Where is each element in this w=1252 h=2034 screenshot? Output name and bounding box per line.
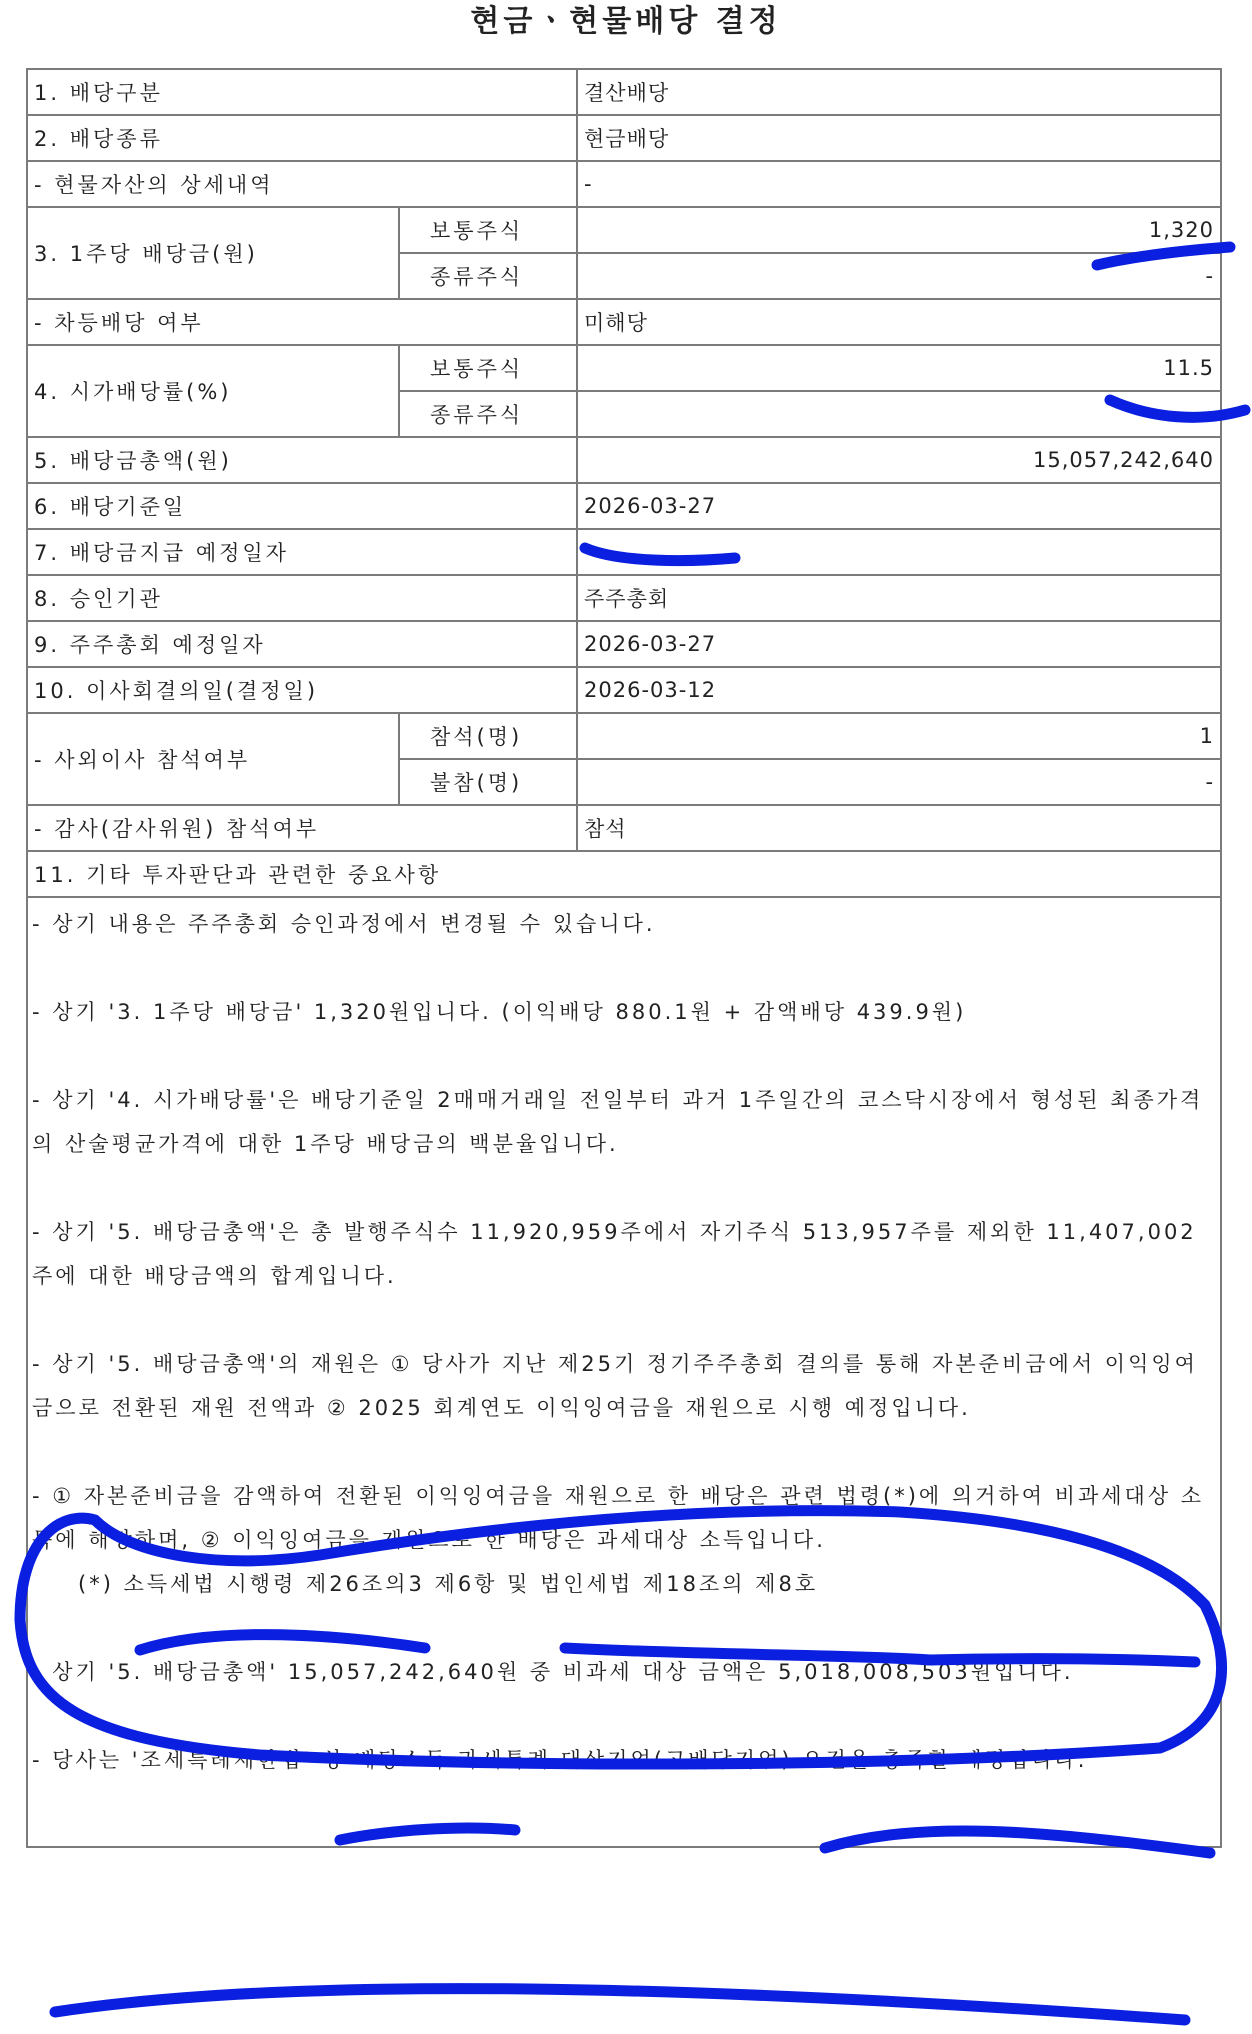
row-value: 결산배당 bbox=[577, 69, 1221, 115]
row-value: 11.5 bbox=[577, 345, 1221, 391]
table-row bbox=[27, 713, 1221, 759]
row-label: 3. 1주당 배당금(원) bbox=[27, 207, 399, 299]
row-value: 참석 bbox=[577, 805, 1221, 851]
row-label: - 차등배당 여부 bbox=[27, 299, 577, 345]
table-row bbox=[27, 437, 1221, 483]
note-footnote: (*) 소득세법 시행령 제26조의3 제6항 및 법인세법 제18조의 제8호 bbox=[78, 1572, 819, 1596]
sub-label: 참석(명) bbox=[399, 713, 577, 759]
disclosure-table bbox=[26, 68, 1222, 1848]
table-row bbox=[27, 115, 1221, 161]
notes-row bbox=[27, 897, 1221, 1847]
row-label: 10. 이사회결의일(결정일) bbox=[27, 667, 577, 713]
page-title: 현금ㆍ현물배당 결정 bbox=[470, 4, 782, 39]
row-label: 1. 배당구분 bbox=[27, 69, 577, 115]
row-label: 8. 승인기관 bbox=[27, 575, 577, 621]
row-value: - bbox=[577, 253, 1221, 299]
note-paragraph: - 상기 '5. 배당금총액'의 재원은 ① 당사가 지난 제25기 정기주주총회 결의를 통해 자본준비금에서 이익잉여금으로 전환된 재원 전액과 ② 2025 회계연도 이익잉여금을 재원으로 시행 예정입니다. bbox=[32, 1352, 1198, 1420]
underline-tax-incentive bbox=[55, 1989, 1185, 2020]
row-value: 1 bbox=[577, 713, 1221, 759]
sub-label: 보통주식 bbox=[399, 345, 577, 391]
note-paragraph: - 상기 '4. 시가배당률'은 배당기준일 2매매거래일 전일부터 과거 1주일간의 코스닥시장에서 형성된 최종가격의 산술평균가격에 대한 1주당 배당금의 백분율입니다. bbox=[32, 1088, 1204, 1156]
row-value bbox=[577, 391, 1221, 437]
sub-label: 종류주식 bbox=[399, 253, 577, 299]
table-row bbox=[27, 621, 1221, 667]
note-paragraph: - 당사는 '조세특례제한법' 상 배당소득 과세특례 대상기업(고배당기업) 요건을 충족할 예정입니다. bbox=[32, 1748, 1088, 1772]
row-label: 4. 시가배당률(%) bbox=[27, 345, 399, 437]
row-value: 15,057,242,640 bbox=[577, 437, 1221, 483]
row-value: 현금배당 bbox=[577, 115, 1221, 161]
table-row bbox=[27, 207, 1221, 253]
row-label: 2. 배당종류 bbox=[27, 115, 577, 161]
table-row bbox=[27, 667, 1221, 713]
table-row bbox=[27, 69, 1221, 115]
row-label: 7. 배당금지급 예정일자 bbox=[27, 529, 577, 575]
row-value: 2026-03-27 bbox=[577, 621, 1221, 667]
table-row bbox=[27, 851, 1221, 897]
table-row bbox=[27, 529, 1221, 575]
note-paragraph: - ① 자본준비금을 감액하여 전환된 이익잉여금을 재원으로 한 배당은 관련 법령(*)에 의거하여 비과세대상 소득에 해당하며, ② 이익잉여금을 재원으로 한 배당은 과세대상 소득입니다. bbox=[32, 1484, 1205, 1552]
note-paragraph: - 상기 '5. 배당금총액' 15,057,242,640원 중 비과세 대상 금액은 5,018,008,503원입니다. bbox=[32, 1660, 1074, 1684]
row-value: 미해당 bbox=[577, 299, 1221, 345]
row-value: 2026-03-12 bbox=[577, 667, 1221, 713]
row-label: 11. 기타 투자판단과 관련한 중요사항 bbox=[27, 851, 1221, 897]
notes-cell bbox=[27, 897, 1221, 1847]
row-label: - 현물자산의 상세내역 bbox=[27, 161, 577, 207]
table-row bbox=[27, 575, 1221, 621]
row-label: - 감사(감사위원) 참석여부 bbox=[27, 805, 577, 851]
table-row bbox=[27, 483, 1221, 529]
note-paragraph: - 상기 내용은 주주총회 승인과정에서 변경될 수 있습니다. bbox=[32, 912, 656, 936]
row-value: 주주총회 bbox=[577, 575, 1221, 621]
row-value: - bbox=[577, 161, 1221, 207]
row-value: 1,320 bbox=[577, 207, 1221, 253]
sub-label: 불참(명) bbox=[399, 759, 577, 805]
row-value: - bbox=[577, 759, 1221, 805]
table-row bbox=[27, 345, 1221, 391]
row-value: - bbox=[577, 529, 1221, 575]
row-label: 6. 배당기준일 bbox=[27, 483, 577, 529]
row-label: - 사외이사 참석여부 bbox=[27, 713, 399, 805]
table-row bbox=[27, 299, 1221, 345]
table-row bbox=[27, 805, 1221, 851]
table-row bbox=[27, 161, 1221, 207]
row-label: 9. 주주총회 예정일자 bbox=[27, 621, 577, 667]
sub-label: 종류주식 bbox=[399, 391, 577, 437]
note-paragraph: - 상기 '5. 배당금총액'은 총 발행주식수 11,920,959주에서 자기주식 513,957주를 제외한 11,407,002주에 대한 배당금액의 합계입니다. bbox=[32, 1220, 1197, 1288]
row-value: 2026-03-27 bbox=[577, 483, 1221, 529]
note-paragraph: - 상기 '3. 1주당 배당금' 1,320원입니다. (이익배당 880.1원 + 감액배당 439.9원) bbox=[32, 1000, 967, 1024]
sub-label: 보통주식 bbox=[399, 207, 577, 253]
row-label: 5. 배당금총액(원) bbox=[27, 437, 577, 483]
